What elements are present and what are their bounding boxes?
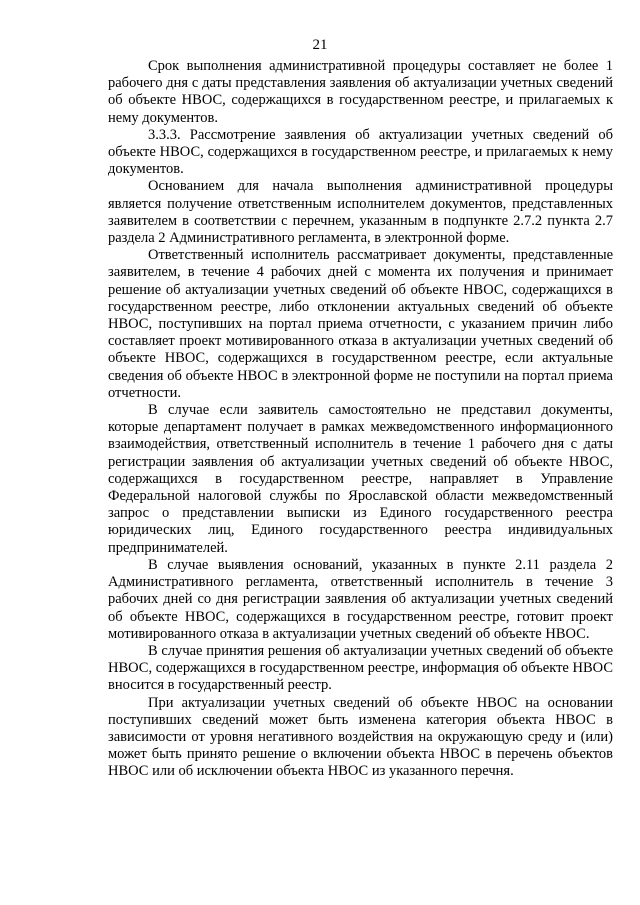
- paragraph-7: В случае принятия решения об актуализации учетных сведений об объекте НВОС, содержащихся в государственном реестре, информация об объекте НВОС вносится в государственный реестр.: [108, 642, 613, 694]
- paragraph-6: В случае выявления оснований, указанных в пункте 2.11 раздела 2 Административного регламента, ответственный исполнитель в течение 3 рабочих дней со дня регистрации заявления об актуализации учетных сведений об объекте НВОС, содержащихся в государственном реестре, готовит проект мотивированного отказа в актуализации учетных сведений об объекте НВОС.: [108, 556, 613, 642]
- paragraph-3: Основанием для начала выполнения административной процедуры является получение ответственным исполнителем документов, представленных заявителем в соответствии с перечнем, указанным в подпункте 2.7.2 пункта 2.7 раздела 2 Административного регламента, в электронной форме.: [108, 178, 613, 247]
- page-number: 21: [312, 37, 328, 53]
- paragraph-2-section-3-3-3: 3.3.3. Рассмотрение заявления об актуализации учетных сведений об объекте НВОС, содержащихся в государственном реестре, и прилагаемых к нему документов.: [108, 126, 613, 178]
- paragraph-4: Ответственный исполнитель рассматривает документы, представленные заявителем, в течение 4 рабочих дней с момента их получения и принимает решение об актуализации учетных сведений об объекте НВОС, содержащихся в государственном реестре, либо отклонении актуальных сведений об объекте НВОС, поступивших на портал приема отчетности, с указанием причин либо составляет проект мотивированного отказа в актуализации учетных сведений об объекте НВОС, содержащихся в государственном реестре, если актуальные сведения об объекте НВОС в электронной форме не поступили на портал приема отчетности.: [108, 247, 613, 401]
- paragraph-5: В случае если заявитель самостоятельно не представил документы, которые департамент получает в рамках межведомственного информационного взаимодействия, ответственный исполнитель в течение 1 рабочего дня с даты регистрации заявления об актуализации учетных сведений об объекте НВОС, содержащихся в государственном реестре, направляет в Управление Федеральной налоговой службы по Ярославской области межведомственный запрос о представлении выписки из Единого государственного реестра юридических лиц, Единого государственного реестра индивидуальных предпринимателей.: [108, 402, 613, 556]
- paragraph-1: Срок выполнения административной процедуры составляет не более 1 рабочего дня с даты представления заявления об актуализации учетных сведений об объекте НВОС, содержащихся в государственном реестре, и прилагаемых к нему документов.: [108, 58, 613, 126]
- paragraph-8: При актуализации учетных сведений об объекте НВОС на основании поступивших сведений может быть изменена категория объекта НВОС в зависимости от уровня негативного воздействия на окружающую среду и (или) может быть принято решение о включении объекта НВОС в перечень объектов НВОС или об исключении объекта НВОС из указанного перечня.: [108, 694, 613, 780]
- document-body: [108, 58, 613, 781]
